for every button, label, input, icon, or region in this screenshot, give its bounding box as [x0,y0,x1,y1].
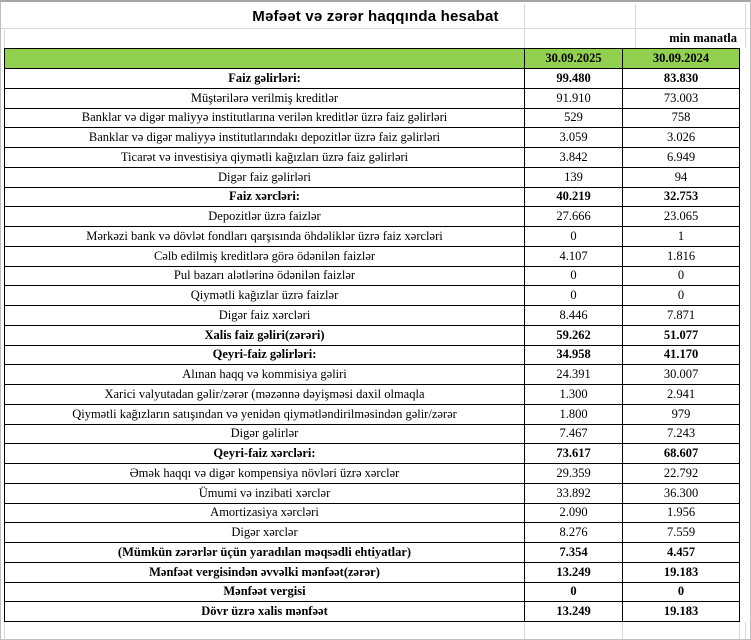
row-value-2024: 19.183 [623,602,740,622]
row-value-2024: 83.830 [623,69,740,89]
table-row [5,602,740,622]
row-value-2024: 2.941 [623,385,740,405]
table-row [5,69,740,89]
row-value-2025: 0 [525,286,623,306]
row-value-2025: 0 [525,266,623,286]
gridline [622,622,623,640]
row-value-2025: 8.276 [525,523,623,543]
row-value-2025: 13.249 [525,562,623,582]
row-label: Digər gəlirlər [5,424,525,444]
row-value-2024: 32.753 [623,187,740,207]
table-row [5,246,740,266]
row-value-2025: 99.480 [525,69,623,89]
gridline [739,622,740,640]
row-value-2024: 7.243 [623,424,740,444]
row-value-2024: 51.077 [623,325,740,345]
row-label: Mənfəət vergisindən əvvəlki mənfəət(zərər) [5,562,525,582]
row-value-2025: 91.910 [525,88,623,108]
unit-note: min manatla [669,31,737,45]
table-row [5,266,740,286]
row-value-2024: 0 [623,582,740,602]
row-label: Mənfəət vergisi [5,582,525,602]
row-value-2024: 1.816 [623,246,740,266]
gridline [635,4,636,48]
table-row [5,444,740,464]
table-row [5,424,740,444]
table-header-row [5,49,740,69]
table-row [5,404,740,424]
row-label: Amortizasiya xərcləri [5,503,525,523]
page-title: Məfəət və zərər haqqında hesabat [252,8,499,25]
table-row [5,483,740,503]
row-label: Banklar və digər maliyyə institutlarına verilən kreditlər üzrə faiz gəlirləri [5,108,525,128]
row-label: Qiymətli kağızların satışından və yenidən qiymətləndirilməsindən gəlir/zərər [5,404,525,424]
table-row [5,227,740,247]
table-row [5,187,740,207]
gridline [1,28,751,29]
gridline [524,622,525,640]
table-row [5,207,740,227]
row-value-2024: 22.792 [623,464,740,484]
row-value-2025: 27.666 [525,207,623,227]
header-col-2025: 30.09.2025 [525,49,623,69]
row-value-2024: 73.003 [623,88,740,108]
table-row [5,148,740,168]
row-value-2024: 3.026 [623,128,740,148]
report-table [4,48,740,622]
row-label: Xalis faiz gəliri(zərəri) [5,325,525,345]
row-value-2024: 7.871 [623,306,740,326]
row-value-2025: 40.219 [525,187,623,207]
row-label: Digər faiz gəlirləri [5,167,525,187]
row-value-2024: 0 [623,286,740,306]
row-label: Depozitlər üzrə faizlər [5,207,525,227]
table-row [5,108,740,128]
table-row [5,306,740,326]
gridline [524,4,525,48]
row-value-2024: 68.607 [623,444,740,464]
row-value-2025: 3.842 [525,148,623,168]
gridline [745,4,746,48]
row-label: Dövr üzrə xalis mənfəət [5,602,525,622]
row-value-2025: 2.090 [525,503,623,523]
row-label: Cəlb edilmiş kreditlərə görə ödənilən faizlər [5,246,525,266]
row-label: Əmək haqqı və digər kompensiya növləri üzrə xərclər [5,464,525,484]
row-value-2024: 7.559 [623,523,740,543]
row-value-2024: 36.300 [623,483,740,503]
row-value-2025: 3.059 [525,128,623,148]
header-empty-cell [5,49,525,69]
row-value-2024: 41.170 [623,345,740,365]
table-row [5,582,740,602]
gridline [745,622,746,640]
row-label: Faiz xərcləri: [5,187,525,207]
table-row [5,167,740,187]
row-label: Pul bazarı alətlərinə ödənilən faizlər [5,266,525,286]
row-value-2025: 73.617 [525,444,623,464]
row-value-2025: 59.262 [525,325,623,345]
table-row [5,365,740,385]
row-label: Qiymətli kağızlar üzrə faizlər [5,286,525,306]
table-row [5,325,740,345]
row-value-2024: 23.065 [623,207,740,227]
row-label: Ticarət və investisiya qiymətli kağızları üzrə faiz gəlirləri [5,148,525,168]
row-value-2024: 979 [623,404,740,424]
row-value-2024: 30.007 [623,365,740,385]
table-row [5,385,740,405]
row-label: Banklar və digər maliyyə institutlarındakı depozitlər üzrə faiz gəlirləri [5,128,525,148]
row-label: Xarici valyutadan gəlir/zərər (məzənnə dəyişməsi daxil olmaqla [5,385,525,405]
table-row [5,503,740,523]
row-value-2025: 7.467 [525,424,623,444]
row-value-2025: 13.249 [525,602,623,622]
row-value-2025: 1.800 [525,404,623,424]
row-value-2025: 7.354 [525,543,623,563]
row-label: Digər faiz xərcləri [5,306,525,326]
row-label: Digər xərclər [5,523,525,543]
header-col-2024: 30.09.2024 [623,49,740,69]
row-value-2025: 0 [525,227,623,247]
row-label: (Mümkün zərərlər üçün yaradılan məqsədli ehtiyatlar) [5,543,525,563]
row-label: Qeyri-faiz xərcləri: [5,444,525,464]
row-value-2024: 0 [623,266,740,286]
row-value-2025: 139 [525,167,623,187]
gridline [4,28,5,48]
row-value-2025: 1.300 [525,385,623,405]
table-row [5,562,740,582]
row-label: Alınan haqq və kommisiya gəliri [5,365,525,385]
row-value-2024: 758 [623,108,740,128]
row-value-2025: 29.359 [525,464,623,484]
row-value-2025: 24.391 [525,365,623,385]
row-value-2025: 0 [525,582,623,602]
row-label: Qeyri-faiz gəlirləri: [5,345,525,365]
row-value-2024: 1.956 [623,503,740,523]
row-value-2025: 33.892 [525,483,623,503]
row-value-2025: 529 [525,108,623,128]
table-row [5,523,740,543]
row-value-2024: 19.183 [623,562,740,582]
table-body [5,69,740,622]
table-row [5,128,740,148]
row-value-2025: 4.107 [525,246,623,266]
gridline [4,622,5,640]
table-row [5,464,740,484]
row-value-2024: 94 [623,167,740,187]
table-row [5,543,740,563]
row-value-2024: 4.457 [623,543,740,563]
row-value-2025: 8.446 [525,306,623,326]
table-row [5,88,740,108]
table-row [5,345,740,365]
row-label: Ümumi və inzibati xərclər [5,483,525,503]
row-value-2025: 34.958 [525,345,623,365]
table-row [5,286,740,306]
row-value-2024: 1 [623,227,740,247]
row-value-2024: 6.949 [623,148,740,168]
row-label: Müştərilərə verilmiş kreditlər [5,88,525,108]
row-label: Faiz gəlirləri: [5,69,525,89]
row-label: Mərkəzi bank və dövlət fondları qarşısında öhdəliklər üzrə faiz xərcləri [5,227,525,247]
